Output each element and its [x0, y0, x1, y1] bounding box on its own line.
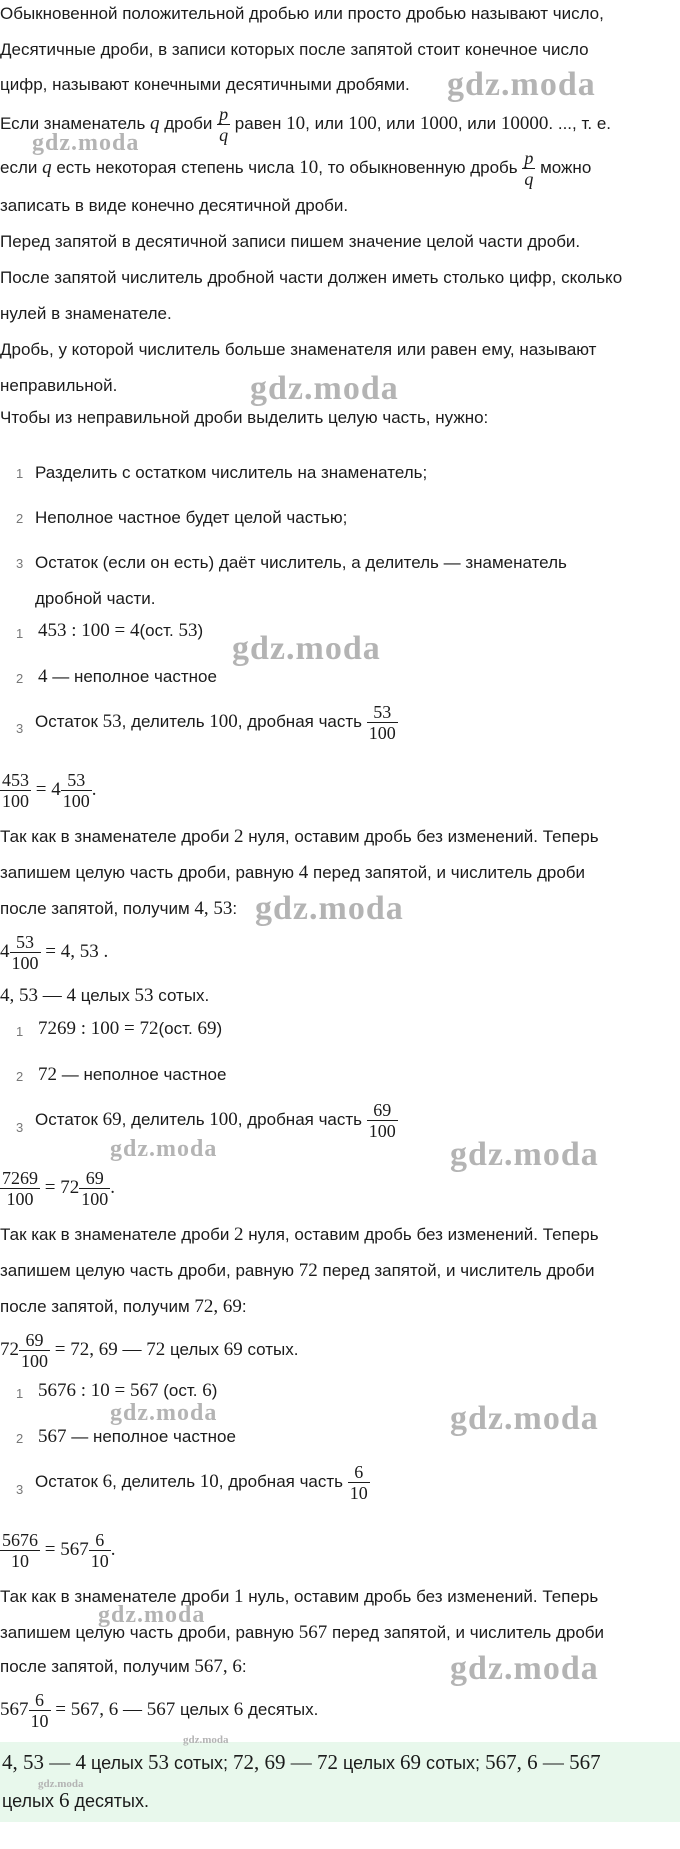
equation [0, 1530, 115, 1571]
theory-line: Десятичные дроби, в записи которых после запятой стоит конечное число [0, 40, 589, 59]
math: = 567, 6 — 567 [55, 1698, 176, 1720]
text: — неполное частное [71, 1427, 236, 1446]
watermark: gdz.moda [447, 66, 596, 103]
watermark: gdz.moda [250, 370, 399, 407]
step-text: дробной части. [35, 589, 156, 608]
math: 69 [197, 1018, 217, 1039]
math: 7269 : 100 = 72 [38, 1018, 159, 1039]
text: ) [216, 1019, 223, 1038]
text: Остаток [35, 1109, 98, 1129]
math: 10 [199, 1470, 219, 1492]
math: 100 [348, 112, 377, 134]
math: = 4, 53 . [45, 940, 109, 962]
text: (ост. [163, 1381, 198, 1400]
math: 4, 53 [194, 898, 233, 919]
fraction: $\frac{p}{q}$ [524, 148, 534, 189]
explanation-line [0, 1296, 247, 1318]
math: 567 [298, 1622, 328, 1643]
text: нуля, оставим дробь без изменений. Теперь [248, 1225, 599, 1244]
text: : [241, 1297, 247, 1316]
fraction: $\frac{53}{100}$ [11, 932, 39, 973]
text: Остаток [35, 1471, 98, 1491]
fraction: $\frac{7269}{100}$ [2, 1168, 38, 1209]
math: 100 [209, 710, 238, 732]
text: сотых; [174, 1753, 229, 1773]
text: , или [457, 113, 497, 133]
watermark: gdz.moda [183, 1734, 229, 1746]
watermark: gdz.moda [110, 1136, 218, 1162]
text: целых [343, 1753, 396, 1773]
math: 2 [234, 826, 244, 847]
conclusion-line [0, 985, 209, 1007]
text: нуля, оставим дробь без изменений. Теперь [248, 827, 599, 846]
text: запишем целую часть дроби, равную [0, 1623, 295, 1642]
math: = 567 [44, 1538, 89, 1560]
text: целых [169, 1339, 220, 1359]
text: целых [179, 1699, 230, 1719]
theory-line: Чтобы из неправильной дроби выделить целую часть, нужно: [0, 408, 489, 427]
math: . [110, 1538, 116, 1560]
explanation-line [0, 1260, 595, 1282]
watermark: gdz.moda [450, 1650, 599, 1687]
math: 53 [178, 620, 198, 641]
text: есть некоторая степень числа [56, 157, 295, 177]
step-text: Разделить с остатком числитель на знаменатель; [35, 463, 428, 482]
explanation-line [0, 1224, 599, 1246]
math: 72, 69 — 72 [233, 1750, 339, 1774]
watermark: gdz.moda [255, 890, 404, 927]
text: , делитель [121, 1109, 205, 1129]
text: — неполное частное [52, 667, 217, 686]
text: , дробная часть [237, 711, 363, 731]
text: запишем целую часть дроби, равную [0, 1261, 295, 1280]
watermark: gdz.moda [110, 1400, 218, 1426]
text: , или [376, 113, 416, 133]
theory-line: неправильной. [0, 376, 118, 395]
division-line [38, 1018, 222, 1040]
text: десятых. [74, 1791, 149, 1811]
text: после запятой, получим [0, 1657, 190, 1676]
math: 69 [102, 1108, 122, 1130]
math: 10 [286, 112, 306, 134]
text: Так как в знаменателе дроби [0, 1587, 230, 1606]
explanation-line [0, 862, 585, 884]
quotient-line [38, 1064, 226, 1086]
math: 6 [102, 1470, 113, 1492]
math: 567, 6 [194, 1656, 242, 1677]
remainder-line [35, 702, 398, 743]
math: 72, 69 [194, 1296, 242, 1317]
fraction: $\frac{69}{100}$ [21, 1330, 48, 1371]
step-number: 1 [16, 1386, 24, 1401]
math: 69 [400, 1750, 422, 1774]
theory-line: нулей в знаменателе. [0, 304, 172, 323]
explanation-line [0, 1622, 604, 1644]
explanation-line [0, 826, 599, 848]
theory-line: цифр, называют конечными десятичными дробями. [0, 75, 410, 94]
math: 4 [0, 940, 10, 962]
text: сотых. [158, 986, 210, 1005]
watermark: gdz.moda [450, 1136, 599, 1173]
theory-line: Обыкновенной положительной дробью или просто дробью называют число, [0, 4, 604, 23]
step-number: 1 [16, 626, 24, 641]
math: 6 [58, 1788, 70, 1812]
math: 10000 [500, 112, 549, 134]
text: Так как в знаменателе дроби [0, 827, 230, 846]
math: 53 [148, 1750, 169, 1774]
text: — неполное частное [61, 1065, 227, 1084]
math: 4, 53 — 4 [2, 1750, 86, 1774]
equation [0, 1690, 318, 1731]
math: . [110, 1176, 115, 1198]
text: сотых. [247, 1339, 299, 1359]
text: равен [234, 113, 282, 133]
math: 4 [38, 666, 48, 687]
fraction: $\frac{53}{100}$ [62, 770, 90, 811]
text: если [0, 157, 38, 177]
math: 6 [233, 1698, 244, 1720]
math: 53 [134, 985, 154, 1006]
text: , делитель [121, 711, 205, 731]
step-number: 2 [16, 511, 24, 526]
text: можно [540, 157, 592, 177]
math: = 72, 69 — 72 [54, 1338, 166, 1360]
step-number: 1 [16, 1024, 24, 1039]
math: q [150, 112, 160, 134]
theory-line: записать в виде конечно десятичной дроби. [0, 196, 349, 215]
math: 10 [299, 156, 319, 178]
text: , то обыкновенную дробь [318, 157, 518, 177]
text: целых [2, 1791, 54, 1811]
step-number: 3 [16, 721, 24, 736]
math: 453 : 100 = 4 [38, 620, 140, 641]
text: ) [211, 1381, 218, 1400]
watermark: gdz.moda [232, 630, 381, 667]
quotient-line [38, 666, 217, 688]
math: 72 [38, 1064, 57, 1085]
text: , делитель [112, 1471, 196, 1491]
text: Так как в знаменателе дроби [0, 1225, 230, 1244]
math: 2 [234, 1224, 244, 1245]
text: перед запятой, и числитель дроби [322, 1261, 595, 1280]
text: целых [91, 1753, 143, 1773]
text: запишем целую часть дроби, равную [0, 863, 295, 882]
math: 4 [298, 862, 309, 883]
remainder-line [35, 1462, 370, 1503]
text: после запятой, получим [0, 1297, 190, 1316]
watermark: gdz.moda [38, 1778, 84, 1790]
text: нуль, оставим дробь без изменений. Теперь [248, 1587, 599, 1606]
fraction: $\frac{69}{100}$ [368, 1100, 396, 1141]
text: перед запятой, и числитель дроби [332, 1623, 605, 1642]
text: сотых; [426, 1753, 481, 1773]
step-number: 2 [16, 1431, 24, 1446]
fraction: $\frac{6}{10}$ [30, 1690, 49, 1731]
answer-box [0, 1742, 680, 1822]
math: 5676 : 10 = 567 [38, 1380, 159, 1401]
fraction: $\frac{69}{100}$ [81, 1168, 109, 1209]
math: 567 [38, 1426, 67, 1447]
step-number: 3 [16, 1482, 24, 1497]
theory-line: Дробь, у которой числитель больше знаменателя или равен ему, называют [0, 340, 597, 359]
text: : [232, 899, 238, 918]
text: Если знаменатель [0, 113, 146, 133]
fraction: $\frac{p}{q}$ [219, 104, 229, 145]
fraction: $\frac{5676}{10}$ [2, 1530, 38, 1571]
text: (ост. [139, 621, 174, 640]
text: (ост. [158, 1019, 193, 1038]
division-line [38, 1380, 217, 1402]
text: : [241, 1657, 247, 1676]
step-number: 1 [16, 466, 24, 481]
equation [0, 770, 96, 811]
text: , или [305, 113, 344, 133]
text: . ..., т. е. [548, 113, 611, 133]
fraction: $\frac{6}{10}$ [349, 1462, 368, 1503]
watermark: gdz.moda [32, 130, 140, 156]
math: 567, 6 — 567 [485, 1750, 601, 1774]
fraction: $\frac{53}{100}$ [368, 702, 396, 743]
division-line [38, 620, 203, 642]
math: 6 [202, 1380, 212, 1401]
math: q [42, 156, 52, 178]
text: десятых. [247, 1699, 319, 1719]
math: 1000 [419, 112, 458, 134]
text: целых [80, 986, 130, 1005]
quotient-line [38, 1426, 236, 1448]
math: 1 [234, 1586, 244, 1607]
math: 72 [0, 1338, 19, 1360]
equation [0, 932, 108, 973]
remainder-line [35, 1100, 398, 1141]
text: Остаток [35, 711, 98, 731]
math: 100 [209, 1108, 238, 1130]
step-text: Остаток (если он есть) даёт числитель, а делитель — знаменатель [35, 553, 567, 572]
explanation-line [0, 898, 237, 920]
text: , дробная часть [218, 1471, 344, 1491]
answer-line [2, 1750, 601, 1775]
watermark: gdz.moda [98, 1602, 206, 1628]
equation [0, 1168, 115, 1209]
fraction: $\frac{6}{10}$ [90, 1530, 109, 1571]
text: ) [197, 621, 204, 640]
math: = 72 [44, 1176, 80, 1198]
theory-line: Перед запятой в десятичной записи пишем значение целой части дроби. [0, 232, 581, 251]
math: = 4 [35, 778, 61, 800]
math: 72 [298, 1260, 318, 1281]
text: , дробная часть [237, 1109, 363, 1129]
theory-line: После запятой числитель дробной части должен иметь столько цифр, сколько [0, 268, 623, 287]
math: 69 [223, 1338, 243, 1360]
explanation-line [0, 1656, 247, 1678]
text: дроби [164, 113, 213, 133]
text: перед запятой, и числитель дроби [313, 863, 586, 882]
math: 4, 53 — 4 [0, 985, 76, 1006]
math: 567 [0, 1698, 29, 1720]
math: 53 [102, 710, 122, 732]
answer-line [2, 1788, 149, 1813]
explanation-line [0, 1586, 598, 1608]
math: . [91, 778, 97, 800]
step-number: 2 [16, 671, 24, 686]
text: после запятой, получим [0, 899, 190, 918]
step-number: 2 [16, 1069, 24, 1084]
equation [0, 1330, 298, 1371]
fraction: $\frac{453}{100}$ [2, 770, 29, 811]
step-text: Неполное частное будет целой частью; [35, 508, 348, 527]
step-number: 3 [16, 556, 24, 571]
step-number: 3 [16, 1120, 24, 1135]
watermark: gdz.moda [450, 1400, 599, 1437]
